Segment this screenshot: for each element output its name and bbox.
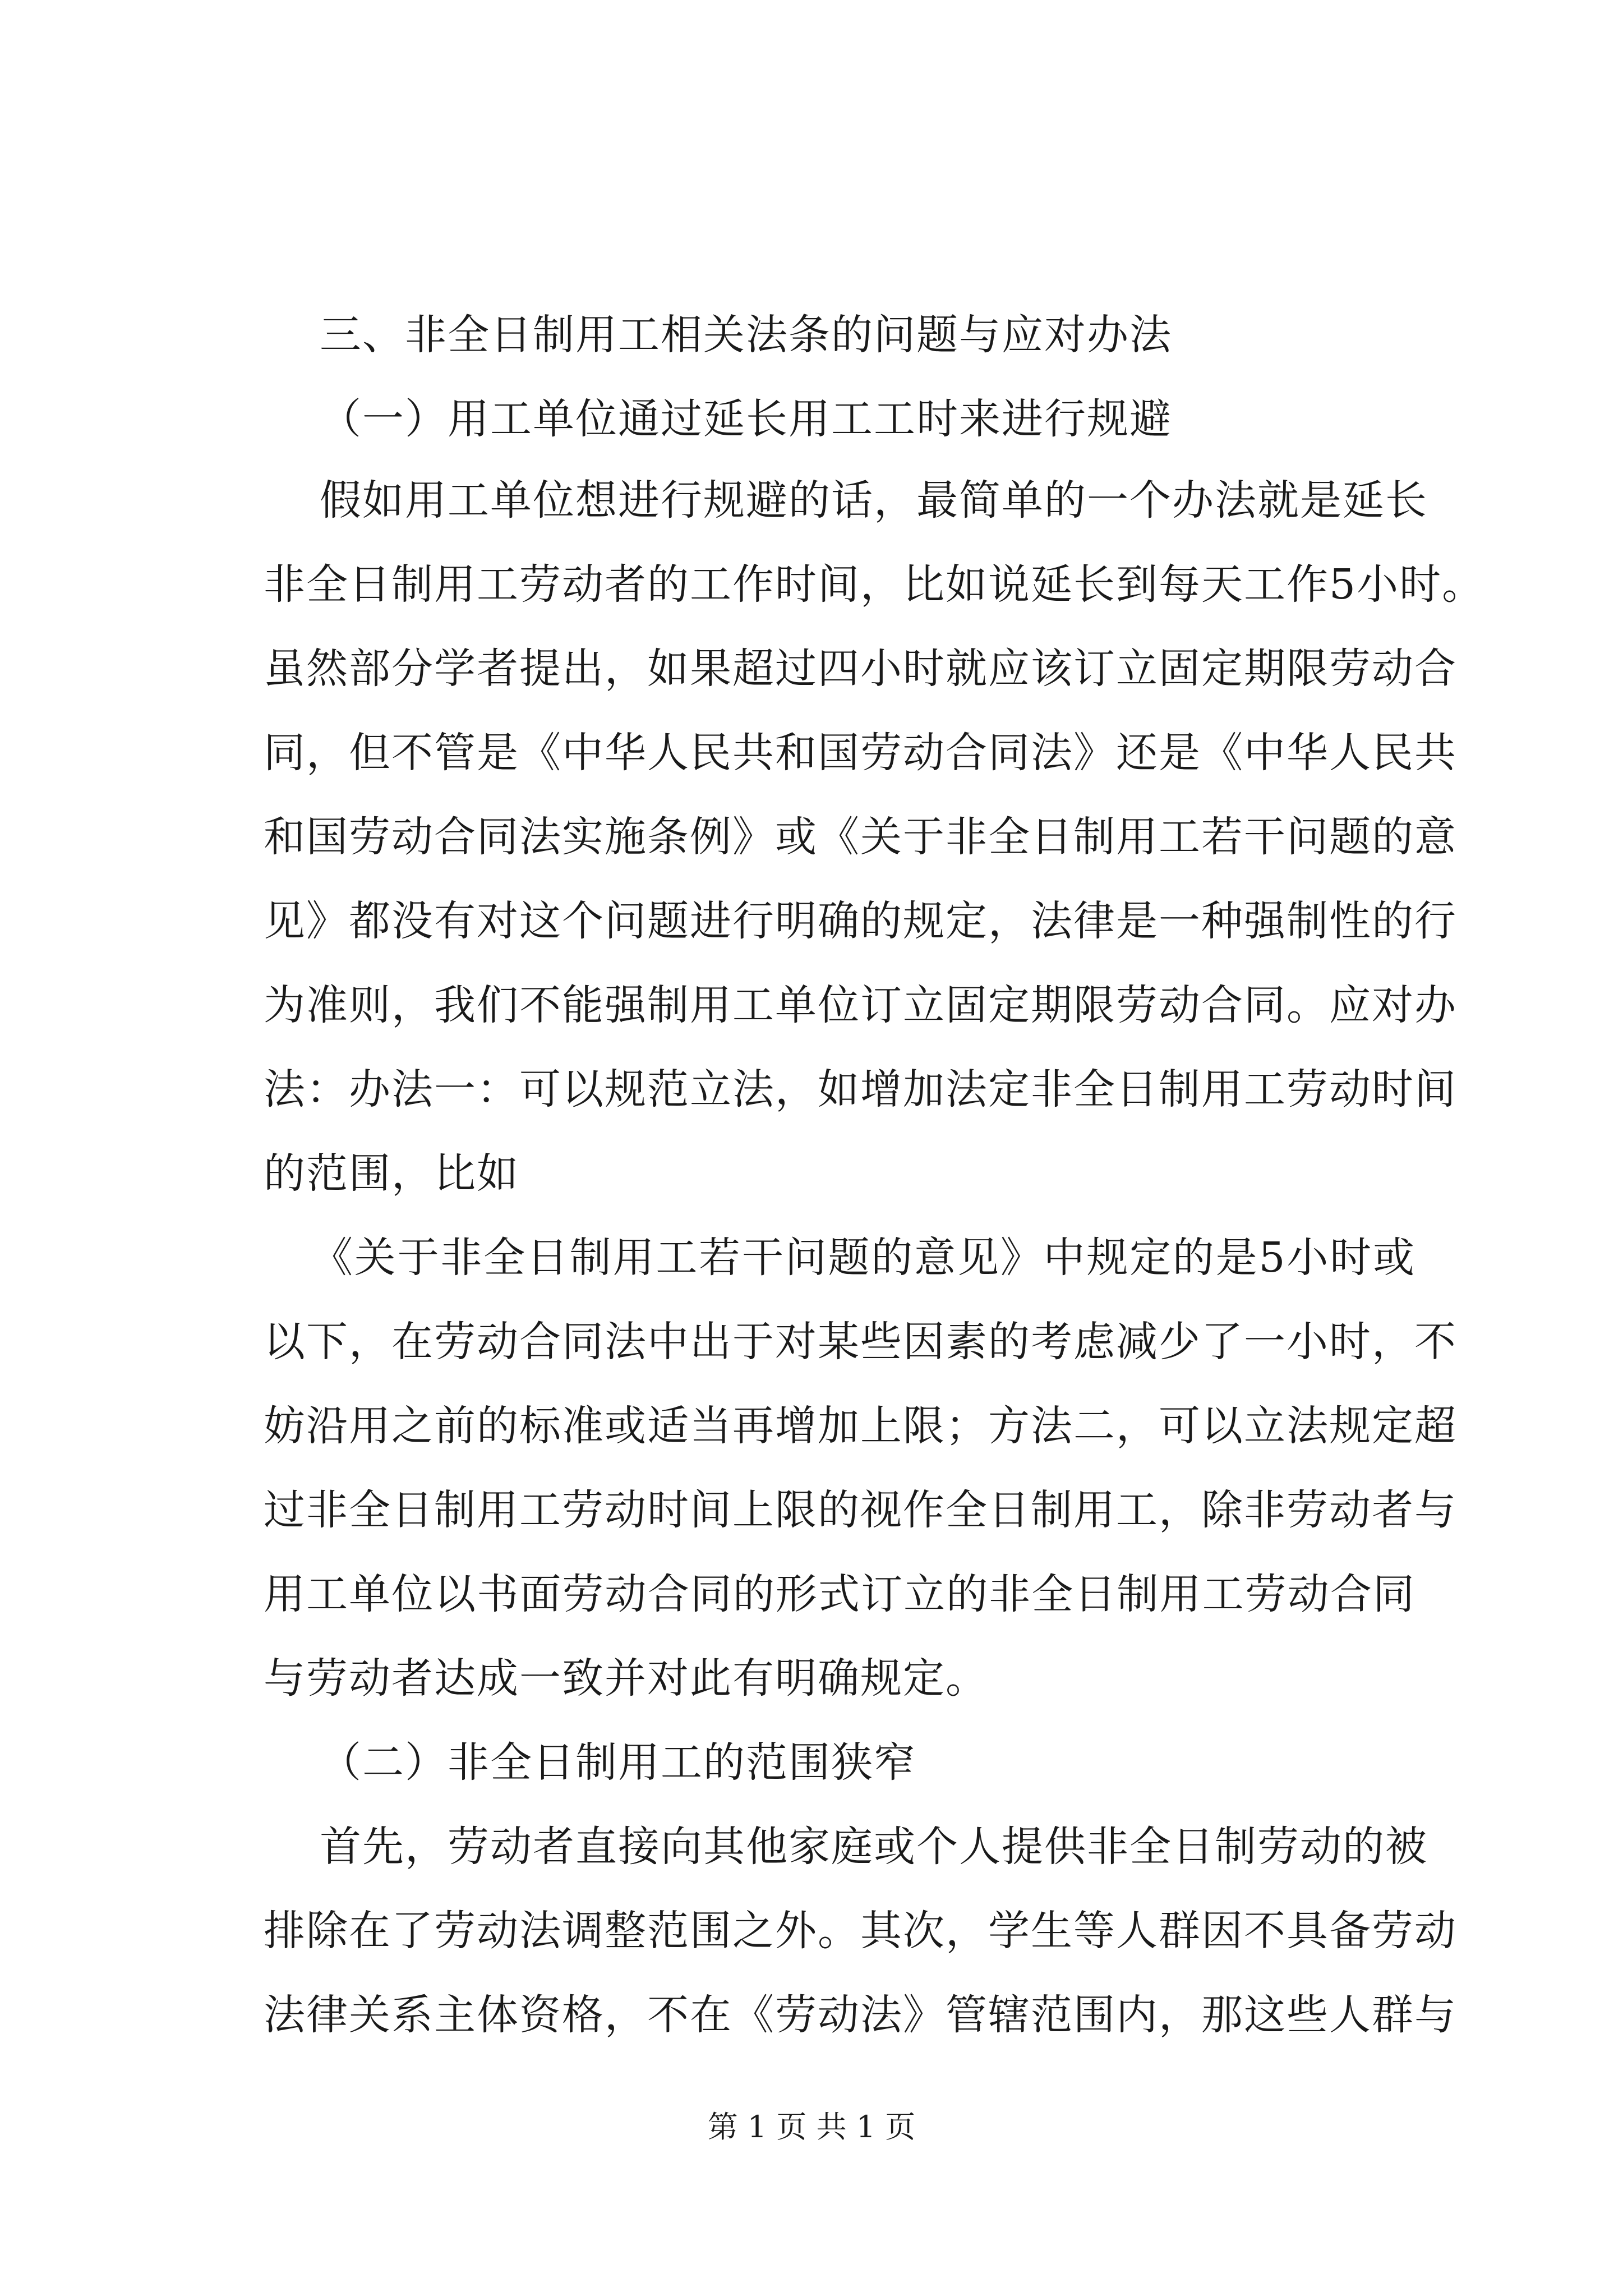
page-number-footer: 第 1 页 共 1 页 [707,2109,916,2145]
paragraph-2-line-4: 过非全日制用工劳动时间上限的视作全日制用工，除非劳动者与 [264,1486,1457,1534]
subsection-heading-2: （二）非全日制用工的范围狭窄 [320,1738,916,1787]
paragraph-1-line-4: 同，但不管是《中华人民共和国劳动合同法》还是《中华人民共 [264,729,1457,777]
paragraph-2-line-1: 《关于非全日制用工若干问题的意见》中规定的是5小时或 [311,1234,1415,1282]
paragraph-2-line-6: 与劳动者达成一致并对此有明确规定。 [264,1654,988,1703]
paragraph-2-line-5: 用工单位以书面劳动合同的形式订立的非全日制用工劳动合同 [264,1570,1415,1618]
paragraph-3-line-1: 首先，劳动者直接向其他家庭或个人提供非全日制劳动的被 [320,1823,1428,1871]
paragraph-3-line-3: 法律关系主体资格，不在《劳动法》管辖范围内，那这些人群与 [264,1991,1457,2039]
paragraph-1-line-5: 和国劳动合同法实施条例》或《关于非全日制用工若干问题的意 [264,813,1457,861]
section-heading: 三、非全日制用工相关法条的问题与应对办法 [320,311,1172,359]
paragraph-1-line-9: 的范围，比如 [264,1149,519,1198]
subsection-heading-1: （一）用工单位通过延长用工工时来进行规避 [320,395,1172,443]
paragraph-1-line-3: 虽然部分学者提出，如果超过四小时就应该订立固定期限劳动合 [264,645,1457,693]
paragraph-2-line-2: 以下，在劳动合同法中出于对某些因素的考虑减少了一小时，不 [264,1318,1457,1366]
paragraph-1-line-6: 见》都没有对这个问题进行明确的规定，法律是一种强制性的行 [264,897,1457,945]
paragraph-1-line-2: 非全日制用工劳动者的工作时间，比如说延长到每天工作5小时。 [264,560,1485,609]
paragraph-3-line-2: 排除在了劳动法调整范围之外。其次，学生等人群因不具备劳动 [264,1907,1457,1955]
paragraph-2-line-3: 妨沿用之前的标准或适当再增加上限；方法二，可以立法规定超 [264,1402,1457,1450]
paragraph-1-line-1: 假如用工单位想进行规避的话，最简单的一个办法就是延长 [320,476,1428,524]
paragraph-1-line-7: 为准则，我们不能强制用工单位订立固定期限劳动合同。应对办 [264,981,1457,1029]
paragraph-1-line-8: 法：办法一：可以规范立法，如增加法定非全日制用工劳动时间 [264,1065,1457,1114]
